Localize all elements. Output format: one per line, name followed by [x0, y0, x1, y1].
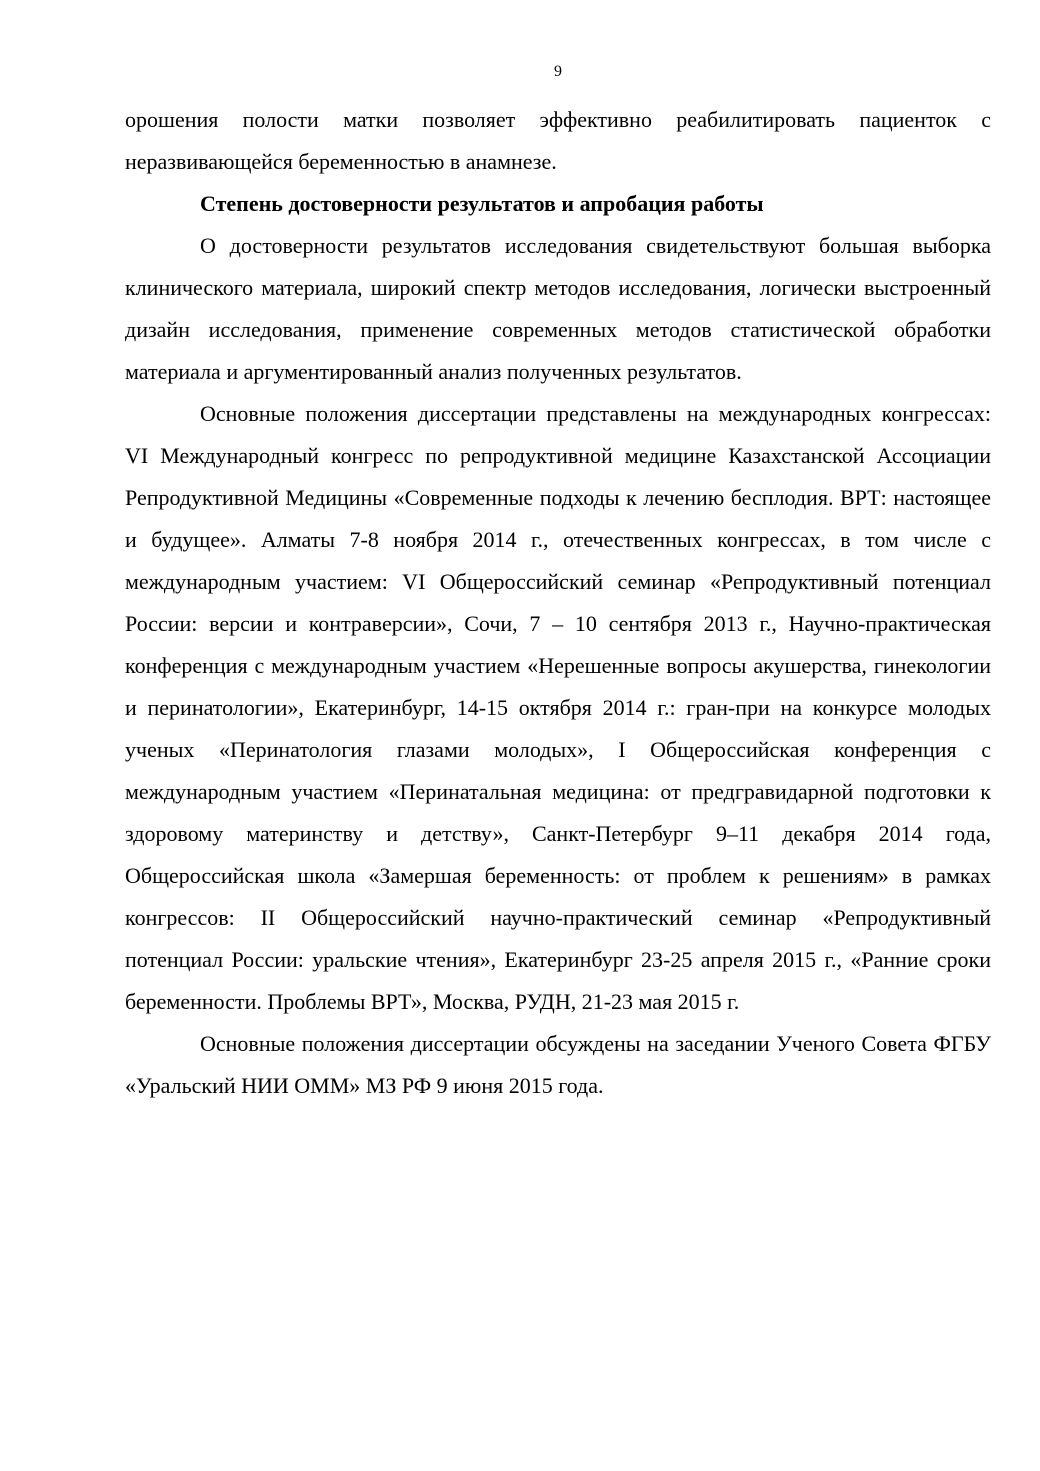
paragraph-continuation: орошения полости матки позволяет эффективно реабилитировать пациенток с неразвивающейся беременностью в анамнезе. [125, 107, 991, 174]
paragraph-congresses: Основные положения диссертации представлены на международных конгрессах: VI Международный конгресс по репродуктивной медицине Казахстанской Ассоциации Репродуктивной Медицины «Современные подходы к лечению бесплодия. ВРТ: настоящее и будущее». Алматы 7-8 ноября 2014 г., отечественных конгрессах, в том числе с международным участием: VI Общероссийский семинар «Репродуктивный потенциал России: версии и контраверсии», Сочи, 7 – 10 сентября 2013 г., Научно-практическая конференция с международным участием «Нерешенные вопросы акушерства, гинекологии и перинатологии», Екатеринбург, 14-15 октября 2014 г.: гран-при на конкурсе молодых ученых «Перинатология глазами молодых», I Общероссийская конференция с международным участием «Перинатальная медицина: от предгравидарной подготовки к здоровому материнству и детству», Санкт-Петербург 9–11 декабря 2014 года, Общероссийская школа «Замершая беременность: от проблем к решениям» в рамках конгрессов: II Общероссийский научно-практический семинар «Репродуктивный потенциал России: уральские чтения», Екатеринбург 23-25 апреля 2015 г., «Ранние сроки беременности. Проблемы ВРТ», Москва, РУДН, 21-23 мая 2015 г. [125, 401, 991, 1014]
paragraph-council: Основные положения диссертации обсуждены на заседании Ученого Совета ФГБУ «Уральский НИИ ОММ» МЗ РФ 9 июня 2015 года. [125, 1031, 991, 1098]
page-number: 9 [554, 63, 562, 80]
document-body [125, 99, 991, 1107]
section-heading: Степень достоверности результатов и апробация работы [200, 191, 764, 216]
paragraph-reliability: О достоверности результатов исследования свидетельствуют большая выборка клинического материала, широкий спектр методов исследования, логически выстроенный дизайн исследования, применение современных методов статистической обработки материала и аргументированный анализ полученных результатов. [125, 233, 991, 384]
